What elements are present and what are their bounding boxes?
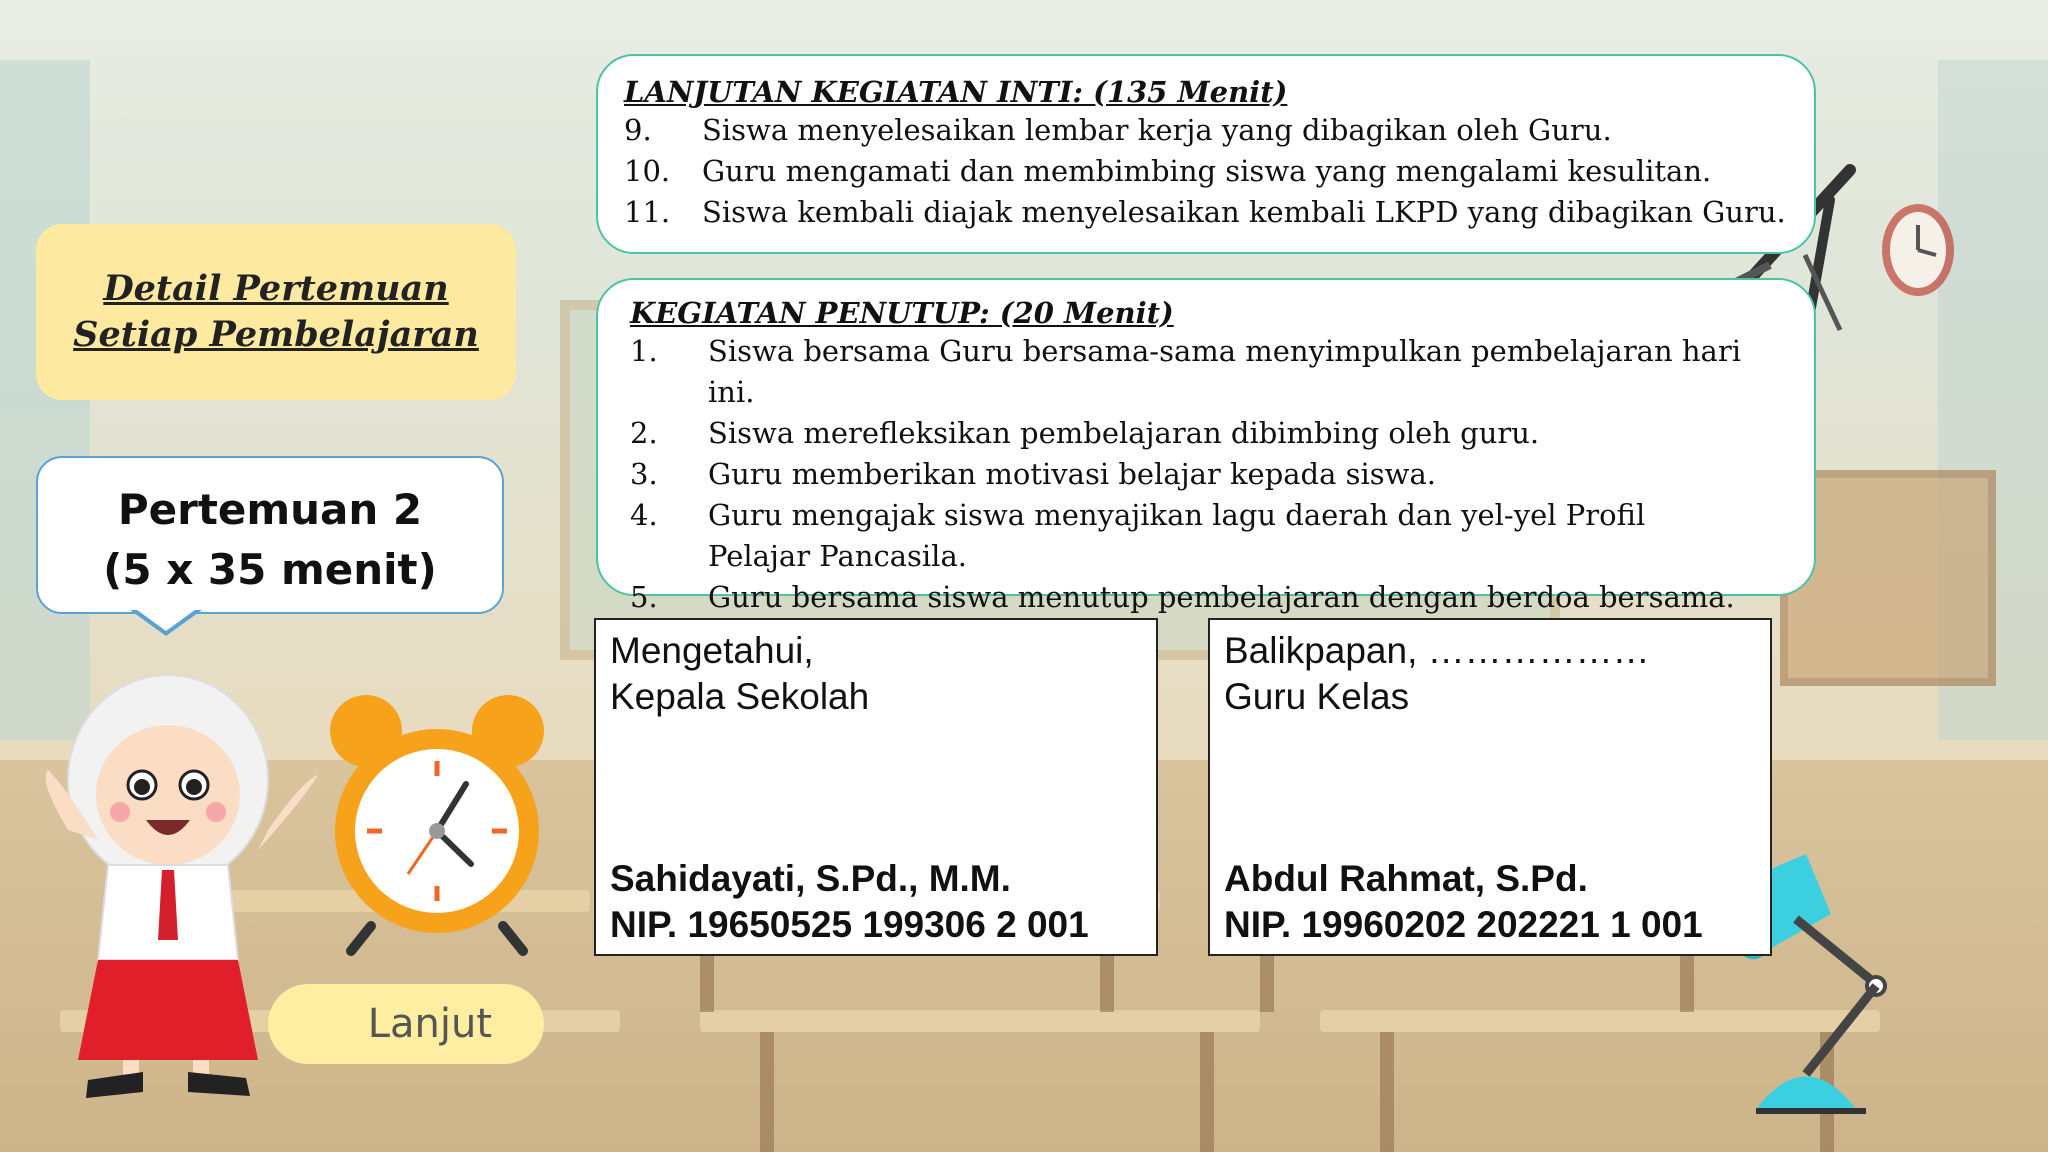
left-window (0, 60, 90, 740)
wall-clock-icon (1878, 200, 1958, 300)
item-text: Siswa menyelesaikan lembar kerja yang dibagikan oleh Guru. (702, 113, 1612, 147)
closing-activity-card (596, 278, 1816, 614)
core-activity-heading: LANJUTAN KEGIATAN INTI: (135 Menit) (624, 75, 1288, 109)
list-item (624, 192, 1790, 233)
desk-leg (1200, 1032, 1214, 1152)
item-text: Siswa bersama Guru bersama-sama menyimpulkan pembelajaran hari ini. (708, 334, 1741, 409)
closing-activity-heading: KEGIATAN PENUTUP: (20 Menit) (630, 296, 1174, 330)
list-item (630, 331, 1790, 413)
list-item (630, 577, 1790, 618)
core-activity-card (596, 54, 1816, 254)
item-text: Siswa merefleksikan pembelajaran dibimbing oleh guru. (708, 416, 1540, 450)
title-line-1: Detail Pertemuan (103, 268, 449, 309)
acknowledged-label: Mengetahui, (610, 630, 814, 671)
item-text: Guru bersama siswa menutup pembelajaran dengan berdoa bersama. (708, 580, 1735, 614)
title-line-2: Setiap Pembelajaran (73, 314, 479, 355)
teacher-nip: NIP. 19960202 202221 1 001 (1224, 904, 1703, 945)
principal-name: Sahidayati, S.Pd., M.M. (610, 858, 1011, 899)
alarm-clock-icon (326, 686, 548, 956)
item-text: Guru mengamati dan membimbing siswa yang mengalami kesulitan. (702, 154, 1712, 188)
item-number: 3. (630, 457, 658, 491)
desk-leg (760, 1032, 774, 1152)
item-text: Siswa kembali diajak menyelesaikan kembali LKPD yang dibagikan Guru. (702, 195, 1786, 229)
bubble-tail (130, 610, 202, 636)
title-box (36, 224, 516, 400)
item-number: 4. (630, 498, 658, 532)
list-item (624, 151, 1790, 192)
list-item (630, 413, 1790, 454)
item-number: 9. (624, 113, 652, 147)
meeting-duration: (5 x 35 menit) (103, 545, 437, 594)
list-item (624, 110, 1790, 151)
place-date-label: Balikpapan, ……………… (1224, 630, 1650, 671)
item-text: Guru memberikan motivasi belajar kepada siswa. (708, 457, 1437, 491)
teacher-role: Guru Kelas (1224, 676, 1410, 717)
meeting-bubble (36, 456, 504, 614)
item-number: 2. (630, 416, 658, 450)
item-number: 5. (630, 580, 658, 614)
item-number: 10. (624, 154, 671, 188)
teacher-signature-box (1208, 618, 1772, 956)
core-activity-list (624, 110, 1790, 233)
principal-nip: NIP. 19650525 199306 2 001 (610, 904, 1089, 945)
principal-signature-box (594, 618, 1158, 956)
list-item (630, 495, 1790, 577)
next-button[interactable]: Lanjut (268, 984, 544, 1064)
principal-role: Kepala Sekolah (610, 676, 870, 717)
desk (700, 1010, 1260, 1032)
teacher-name: Abdul Rahmat, S.Pd. (1224, 858, 1588, 899)
closing-activity-list (630, 331, 1790, 618)
item-number: 11. (624, 195, 671, 229)
desk-leg (1380, 1032, 1394, 1152)
meeting-number: Pertemuan 2 (117, 485, 423, 534)
list-item (630, 454, 1790, 495)
item-number: 1. (630, 334, 658, 368)
item-text: Guru mengajak siswa menyajikan lagu daerah dan yel-yel Profil Pelajar Pancasila. (708, 498, 1646, 573)
